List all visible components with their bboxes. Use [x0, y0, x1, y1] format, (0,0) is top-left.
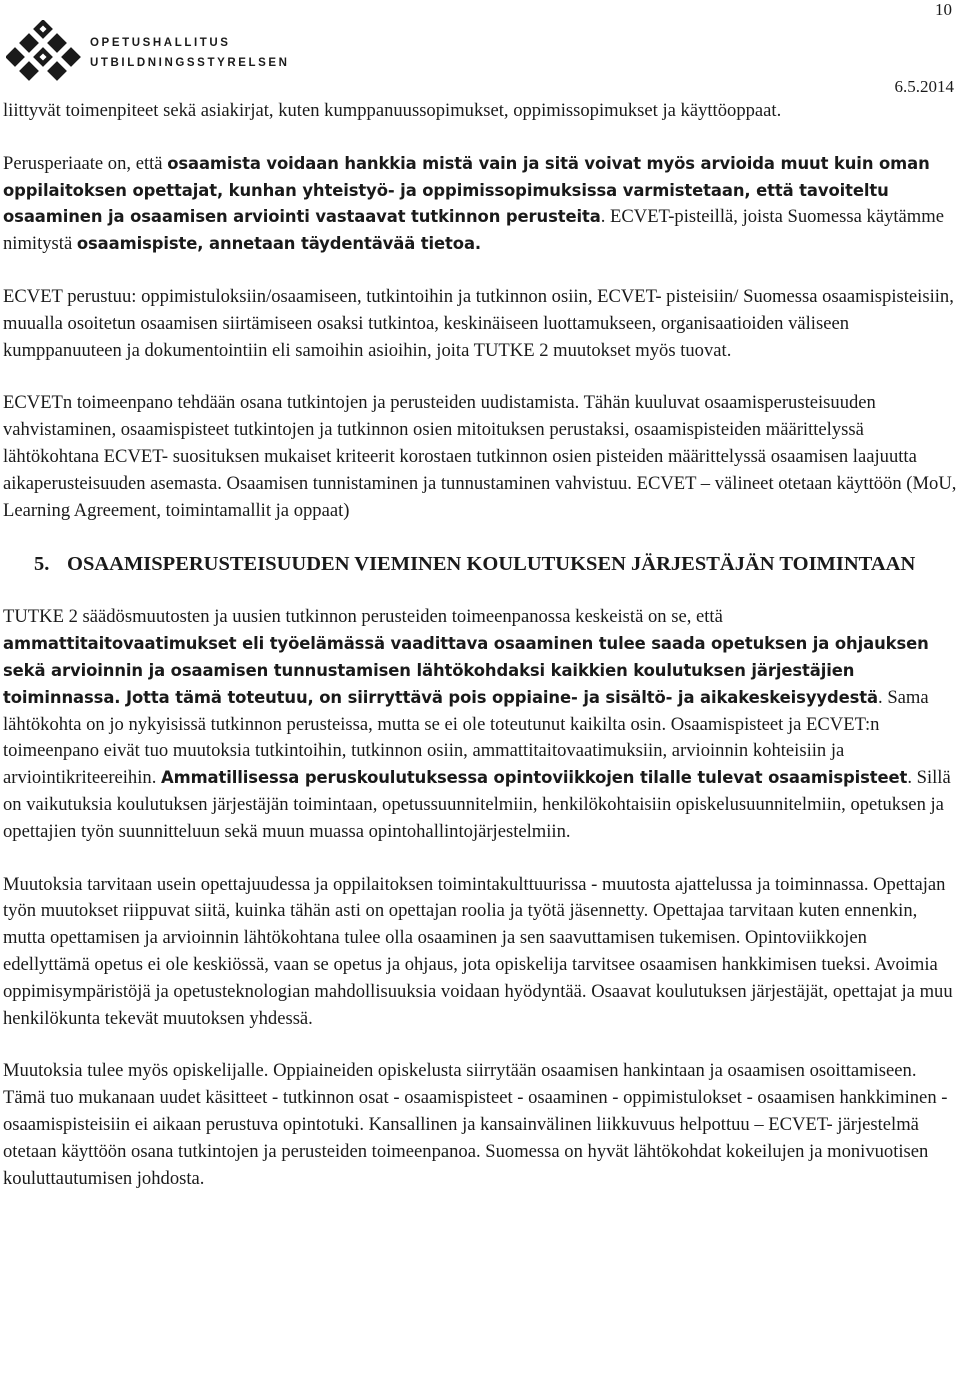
section-number: 5. — [34, 553, 50, 576]
bold-text-segment: osaamista voidaan hankkia mistä vain ja sitä voivat myös arvioida muut kuin oman oppilaitoksen opettajat, kunhan yhteistyö- ja oppimissopimuksissa varmistetaan, että tavoiteltu osaaminen ja osaamisen arviointi vastaavat tutkinnon perusteita — [3, 153, 930, 227]
bold-text-segment: Ammatillisessa peruskoulutuksessa opintoviikkojen tilalle tulevat osaamispisteet — [161, 768, 908, 788]
logo-line-utbildningsstyrelsen: UTBILDNINGSSTYRELSEN — [90, 57, 290, 69]
paragraph — [3, 872, 957, 1033]
paragraph — [3, 604, 957, 845]
diamond-pattern-logo-icon — [6, 20, 88, 90]
intro-paragraphs — [3, 98, 957, 524]
paragraph — [3, 284, 957, 364]
text-segment: ECVETn toimeenpano tehdään osana tutkintojen ja perusteiden uudistamista. Tähän kuuluvat osaamisperusteisuuden vahvistaminen, osaamispisteet tutkintojen ja tutkinnon osien mitoituksen perustaksi, osaamispisteiden määrittelyssä lähtökohtana ECVET- suosituksen mukaiset kriteerit korostaen tutkinnon osien pisteiden määrittelyssä osaamisen laajuutta aikaperusteisuuden asemasta. Osaamisen tunnistaminen ja tunnustaminen vahvistuu. ECVET – välineet otetaan käyttöön (MoU, Learning Agreement, toimintamallit ja oppaat) — [3, 392, 957, 521]
page-number: 10 — [935, 0, 952, 19]
paragraph — [3, 151, 957, 258]
text-segment: Muutoksia tarvitaan usein opettajuudessa ja oppilaitoksen toimintakulttuurissa - muutosta ajattelussa ja toiminnassa. Opettajan työn muutokset riippuvat siitä, kuinka tähän asti on opettajan roolia ja työtä jäsennetty. Opettajaa tarvitaan kuten ennenkin, mutta opettamisen ja arvioinnin lähtökohtana tulee olla osaaminen ja sen saavuttamisen tukemisen. Opintoviikkojen edellyttämä opetus ei ole keskiössä, vaan se opetus ja ohjaus, jota opiskelija tarvitsee osaamisen hankkimisen tueksi. Avoimia oppimisympäristöjä ja opetusteknologian mahdollisuuksia voidaan hyödyntää. Osaavat koulutuksen järjestäjät, opettajat ja muu henkilökunta tekevät muutoksen yhdessä. — [3, 873, 953, 1029]
text-segment: . ECVET-pisteillä, joista Suomessa käytämme nimitystä — [3, 206, 944, 255]
logo-line-opetushallitus: OPETUSHALLITUS — [90, 37, 231, 49]
section-heading — [3, 550, 957, 578]
paragraph — [3, 98, 957, 125]
text-segment: Muutoksia tulee myös opiskelijalle. Oppiaineiden opiskelusta siirrytään osaamisen hankintaan ja osaamisen osoittamiseen. Tämä tuo mukanaan uudet käsitteet - tutkinnon osat - osaamispisteet - osaaminen - oppimistulokset - osaamisen hankkiminen - osaamispisteisiin ei aikaan perustuva opintotuki. Kansallinen ja kansainvälinen liikkuvuus helpottuu – ECVET- järjestelmä otetaan käyttöön osana tutkintojen ja perusteiden toimeenpanoa. Suomessa on hyvät lähtökohdat kokeilujen ja monivuotisen kouluttautumisen johdosta. — [3, 1060, 948, 1189]
bold-text-segment: ammattitaitovaatimukset eli työelämässä vaadittava osaaminen tulee saada opetuksen ja ohjauksen sekä arvioinnin ja osaamisen tunnustamisen lähtökohdaksi kaikkien koulutuksen järjestäjien toiminnassa. Jotta tämä toteutuu, on siirryttävä pois oppiaine- ja sisältö- ja aikakeskeisyydestä — [3, 634, 929, 707]
text-segment: liittyvät toimenpiteet sekä asiakirjat, kuten kumppanuussopimukset, oppimissopimukset ja käyttöoppaat. — [3, 100, 782, 121]
document-date: 6.5.2014 — [894, 77, 954, 96]
paragraph — [3, 1058, 957, 1192]
paragraph — [3, 390, 957, 524]
document-body — [3, 98, 957, 1218]
text-segment: ECVET perustuu: oppimistuloksiin/osaamiseen, tutkintoihin ja tutkinnon osiin, ECVET- pisteisiin/ Suomessa osaamispisteisiin, muualla osoitetun osaamisen siirtämiseen osaksi tutkintoa, keskinäiseen luottamukseen, organisaatioiden väliseen kumppanuuteen ja dokumentointiin eli samoihin asioihin, joita TUTKE 2 muutokset myös tuovat. — [3, 285, 954, 361]
bold-text-segment: osaamispiste, annetaan täydentävää tietoa. — [76, 234, 482, 254]
text-segment: . Sillä on vaikutuksia koulutuksen järjestäjän toimintaan, opetussuunnitelmiin, henkilökohtaisiin opiskelusuunnitelmiin, opetuksen ja opettajien työn suunnitteluun sekä muun muassa opintohallintojärjestelmiin. — [3, 767, 951, 842]
opetushallitus-logo — [6, 20, 290, 90]
section-title: OSAAMISPERUSTEISUUDEN VIEMINEN KOULUTUKSEN JÄRJESTÄJÄN TOIMINTAAN — [67, 553, 916, 576]
text-segment: . Sama lähtökohta on jo nykyisissä tutkinnon perusteissa, mutta se ei ole toteutunut kaikilta osin. Osaamispisteet ja ECVET:n toimeenpano eivät tuo muutoksia tutkintoihin, tutkinnon osiin, ammattitaitovaatimuksiin, arvioinnin kohteisiin ja arviointikriteereihin. — [3, 686, 929, 789]
section-paragraphs — [3, 604, 957, 1192]
text-segment: Perusperiaate on, että — [3, 152, 168, 174]
text-segment: TUTKE 2 säädösmuutosten ja uusien tutkinnon perusteiden toimeenpanossa keskeistä on se, että — [3, 606, 723, 628]
